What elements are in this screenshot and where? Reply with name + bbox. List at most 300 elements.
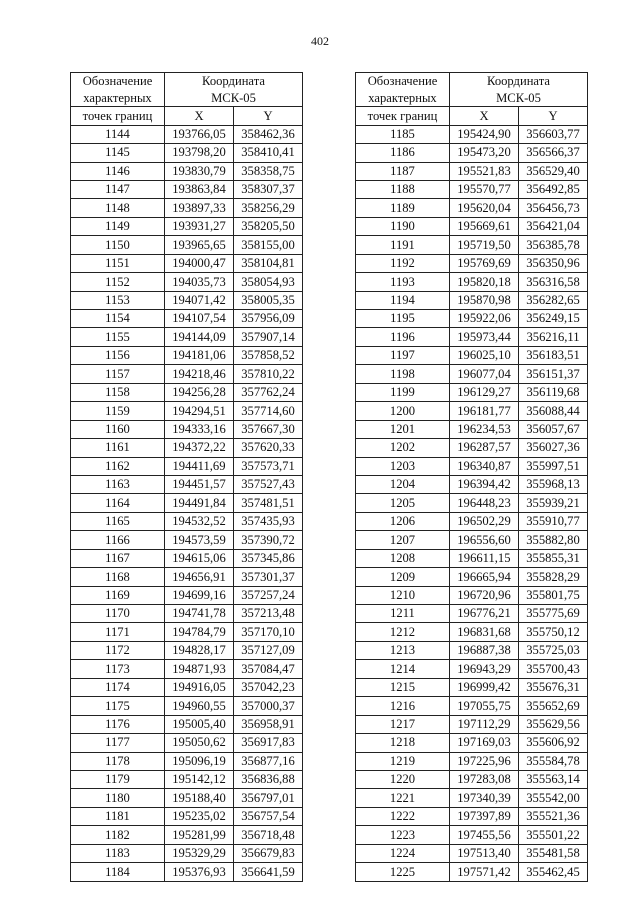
- point-id-cell: 1220: [356, 770, 450, 788]
- table-row: [356, 512, 588, 530]
- table-row: [71, 273, 303, 291]
- point-id-cell: 1179: [71, 770, 165, 788]
- y-coordinate-cell: 356385,78: [519, 236, 588, 254]
- table-row: [356, 605, 588, 623]
- point-id-cell: 1200: [356, 402, 450, 420]
- table-row: [71, 660, 303, 678]
- y-coordinate-cell: 355700,43: [519, 660, 588, 678]
- table-row: [71, 752, 303, 770]
- y-coordinate-cell: 357714,60: [234, 402, 303, 420]
- y-coordinate-cell: 357257,24: [234, 586, 303, 604]
- y-coordinate-cell: 356718,48: [234, 826, 303, 844]
- coordinate-header-line: Координата: [487, 74, 550, 88]
- point-id-cell: 1211: [356, 605, 450, 623]
- point-id-cell: 1224: [356, 844, 450, 862]
- x-coordinate-cell: 195376,93: [165, 863, 234, 881]
- y-coordinate-cell: 357810,22: [234, 365, 303, 383]
- table-row: [356, 568, 588, 586]
- y-coordinate-cell: 356917,83: [234, 734, 303, 752]
- table-row: [356, 199, 588, 217]
- y-coordinate-cell: 356057,67: [519, 420, 588, 438]
- x-coordinate-cell: 197169,03: [450, 734, 519, 752]
- y-coordinate-cell: 357390,72: [234, 531, 303, 549]
- point-id-cell: 1201: [356, 420, 450, 438]
- y-coordinate-cell: 355997,51: [519, 457, 588, 475]
- table-row: [356, 475, 588, 493]
- point-id-cell: 1161: [71, 439, 165, 457]
- y-coordinate-cell: 355501,22: [519, 826, 588, 844]
- y-coordinate-cell: 355882,80: [519, 531, 588, 549]
- x-coordinate-cell: 194181,06: [165, 346, 234, 364]
- x-coordinate-cell: 193965,65: [165, 236, 234, 254]
- point-id-cell: 1152: [71, 273, 165, 291]
- point-id-cell: 1193: [356, 273, 450, 291]
- table-row: [71, 457, 303, 475]
- table-row: [71, 217, 303, 235]
- table-row: [356, 365, 588, 383]
- x-coordinate-cell: 194144,09: [165, 328, 234, 346]
- x-coordinate-cell: 193798,20: [165, 144, 234, 162]
- table-row: [71, 254, 303, 272]
- y-coordinate-cell: 356151,37: [519, 365, 588, 383]
- point-id-cell: 1169: [71, 586, 165, 604]
- point-id-cell: 1154: [71, 310, 165, 328]
- y-coordinate-cell: 358256,29: [234, 199, 303, 217]
- x-coordinate-cell: 194071,42: [165, 291, 234, 309]
- table-row: [71, 310, 303, 328]
- y-coordinate-cell: 358205,50: [234, 217, 303, 235]
- y-coordinate-cell: 356958,91: [234, 715, 303, 733]
- x-coordinate-cell: 194784,79: [165, 623, 234, 641]
- y-coordinate-cell: 357956,09: [234, 310, 303, 328]
- table-row: [71, 420, 303, 438]
- coordinate-header-line: МСК-05: [211, 90, 256, 105]
- point-id-cell: 1207: [356, 531, 450, 549]
- point-id-cell: 1150: [71, 236, 165, 254]
- table-row: [356, 439, 588, 457]
- y-coordinate-cell: 356529,40: [519, 162, 588, 180]
- point-id-cell: 1221: [356, 789, 450, 807]
- y-coordinate-cell: 356456,73: [519, 199, 588, 217]
- point-id-cell: 1151: [71, 254, 165, 272]
- table-row: [71, 144, 303, 162]
- x-coordinate-cell: 196943,29: [450, 660, 519, 678]
- point-id-cell: 1153: [71, 291, 165, 309]
- point-id-cell: 1177: [71, 734, 165, 752]
- x-coordinate-cell: 195669,61: [450, 217, 519, 235]
- header-row-axes: [71, 107, 303, 125]
- table-row: [71, 568, 303, 586]
- x-coordinate-cell: 194451,57: [165, 475, 234, 493]
- x-coordinate-cell: 195973,44: [450, 328, 519, 346]
- y-coordinate-cell: 355542,00: [519, 789, 588, 807]
- table-row: [71, 863, 303, 881]
- x-coordinate-cell: 194491,84: [165, 494, 234, 512]
- point-id-cell: 1222: [356, 807, 450, 825]
- table-row: [71, 236, 303, 254]
- table-row: [356, 531, 588, 549]
- table-row: [356, 863, 588, 881]
- x-coordinate-cell: 197455,56: [450, 826, 519, 844]
- point-id-cell: 1160: [71, 420, 165, 438]
- y-coordinate-cell: 356877,16: [234, 752, 303, 770]
- x-coordinate-cell: 197513,40: [450, 844, 519, 862]
- point-id-cell: 1149: [71, 217, 165, 235]
- y-coordinate-cell: 355775,69: [519, 605, 588, 623]
- point-id-cell: 1147: [71, 180, 165, 198]
- x-coordinate-cell: 197571,42: [450, 863, 519, 881]
- table-row: [71, 199, 303, 217]
- y-coordinate-cell: 358054,93: [234, 273, 303, 291]
- table-row: [71, 549, 303, 567]
- table-row: [71, 328, 303, 346]
- point-id-cell: 1216: [356, 697, 450, 715]
- table-row: [71, 789, 303, 807]
- y-coordinate-cell: 357213,48: [234, 605, 303, 623]
- y-coordinate-cell: 355462,45: [519, 863, 588, 881]
- table-row: [356, 273, 588, 291]
- x-coordinate-cell: 195870,98: [450, 291, 519, 309]
- designation-header-line: Обозначение: [82, 74, 153, 88]
- x-column-header: X: [450, 107, 519, 125]
- y-coordinate-cell: 357481,51: [234, 494, 303, 512]
- x-coordinate-cell: 196448,23: [450, 494, 519, 512]
- y-coordinate-cell: 356183,51: [519, 346, 588, 364]
- point-id-cell: 1187: [356, 162, 450, 180]
- x-coordinate-cell: 193766,05: [165, 125, 234, 143]
- x-coordinate-cell: 196999,42: [450, 678, 519, 696]
- table-row: [71, 402, 303, 420]
- table-row: [71, 734, 303, 752]
- point-id-cell: 1170: [71, 605, 165, 623]
- point-id-cell: 1158: [71, 383, 165, 401]
- y-coordinate-cell: 355939,21: [519, 494, 588, 512]
- x-coordinate-cell: 196502,29: [450, 512, 519, 530]
- x-coordinate-cell: 195235,02: [165, 807, 234, 825]
- designation-header-line: характерных: [368, 90, 437, 105]
- table-row: [356, 807, 588, 825]
- table-row: [71, 494, 303, 512]
- table-row: [71, 623, 303, 641]
- x-coordinate-cell: 196720,96: [450, 586, 519, 604]
- y-coordinate-cell: 356679,83: [234, 844, 303, 862]
- left-table-body: [71, 125, 303, 881]
- point-id-cell: 1155: [71, 328, 165, 346]
- point-id-cell: 1218: [356, 734, 450, 752]
- x-coordinate-cell: 193897,33: [165, 199, 234, 217]
- designation-header-line: точек границ: [71, 107, 165, 125]
- point-id-cell: 1178: [71, 752, 165, 770]
- table-row: [356, 402, 588, 420]
- x-coordinate-cell: 195050,62: [165, 734, 234, 752]
- point-id-cell: 1199: [356, 383, 450, 401]
- table-row: [356, 844, 588, 862]
- table-row: [71, 125, 303, 143]
- point-id-cell: 1215: [356, 678, 450, 696]
- x-column-header: X: [165, 107, 234, 125]
- table-row: [356, 549, 588, 567]
- y-coordinate-cell: 358104,81: [234, 254, 303, 272]
- y-coordinate-cell: 358307,37: [234, 180, 303, 198]
- table-row: [71, 291, 303, 309]
- y-coordinate-cell: 358462,36: [234, 125, 303, 143]
- table-row: [356, 162, 588, 180]
- point-id-cell: 1162: [71, 457, 165, 475]
- point-id-cell: 1190: [356, 217, 450, 235]
- point-id-cell: 1213: [356, 641, 450, 659]
- table-row: [71, 697, 303, 715]
- point-id-cell: 1148: [71, 199, 165, 217]
- x-coordinate-cell: 196556,60: [450, 531, 519, 549]
- x-coordinate-cell: 194372,22: [165, 439, 234, 457]
- table-row: [356, 697, 588, 715]
- point-id-cell: 1157: [71, 365, 165, 383]
- table-row: [356, 678, 588, 696]
- point-id-cell: 1214: [356, 660, 450, 678]
- table-row: [356, 789, 588, 807]
- y-coordinate-cell: 357301,37: [234, 568, 303, 586]
- x-coordinate-cell: 194828,17: [165, 641, 234, 659]
- x-coordinate-cell: 194699,16: [165, 586, 234, 604]
- x-coordinate-cell: 194294,51: [165, 402, 234, 420]
- x-coordinate-cell: 194871,93: [165, 660, 234, 678]
- table-row: [71, 586, 303, 604]
- x-coordinate-cell: 195570,77: [450, 180, 519, 198]
- y-coordinate-cell: 358005,35: [234, 291, 303, 309]
- x-coordinate-cell: 196340,87: [450, 457, 519, 475]
- point-id-cell: 1191: [356, 236, 450, 254]
- y-coordinate-cell: 356603,77: [519, 125, 588, 143]
- point-id-cell: 1225: [356, 863, 450, 881]
- x-coordinate-cell: 196025,10: [450, 346, 519, 364]
- point-id-cell: 1172: [71, 641, 165, 659]
- x-coordinate-cell: 194741,78: [165, 605, 234, 623]
- table-row: [356, 752, 588, 770]
- y-coordinate-cell: 357084,47: [234, 660, 303, 678]
- y-coordinate-cell: 355629,56: [519, 715, 588, 733]
- y-coordinate-cell: 355606,92: [519, 734, 588, 752]
- x-coordinate-cell: 194333,16: [165, 420, 234, 438]
- y-coordinate-cell: 356027,36: [519, 439, 588, 457]
- y-coordinate-cell: 356421,04: [519, 217, 588, 235]
- x-coordinate-cell: 195142,12: [165, 770, 234, 788]
- point-id-cell: 1182: [71, 826, 165, 844]
- x-coordinate-cell: 196129,27: [450, 383, 519, 401]
- x-coordinate-cell: 197283,08: [450, 770, 519, 788]
- table-row: [356, 144, 588, 162]
- table-row: [71, 162, 303, 180]
- y-coordinate-cell: 356249,15: [519, 310, 588, 328]
- point-id-cell: 1206: [356, 512, 450, 530]
- table-row: [356, 494, 588, 512]
- y-coordinate-cell: 356492,85: [519, 180, 588, 198]
- table-row: [71, 346, 303, 364]
- y-coordinate-cell: 355828,29: [519, 568, 588, 586]
- y-coordinate-cell: 355968,13: [519, 475, 588, 493]
- point-id-cell: 1181: [71, 807, 165, 825]
- table-row: [356, 715, 588, 733]
- x-coordinate-cell: 194532,52: [165, 512, 234, 530]
- y-coordinate-cell: 357170,10: [234, 623, 303, 641]
- table-row: [71, 678, 303, 696]
- y-coordinate-cell: 357573,71: [234, 457, 303, 475]
- y-column-header: Y: [519, 107, 588, 125]
- table-row: [71, 531, 303, 549]
- y-coordinate-cell: 355801,75: [519, 586, 588, 604]
- table-row: [356, 328, 588, 346]
- point-id-cell: 1195: [356, 310, 450, 328]
- point-id-cell: 1189: [356, 199, 450, 217]
- table-row: [356, 236, 588, 254]
- x-coordinate-cell: 197112,29: [450, 715, 519, 733]
- y-coordinate-cell: 357345,86: [234, 549, 303, 567]
- y-coordinate-cell: 355676,31: [519, 678, 588, 696]
- point-id-cell: 1202: [356, 439, 450, 457]
- point-id-cell: 1145: [71, 144, 165, 162]
- x-coordinate-cell: 196611,15: [450, 549, 519, 567]
- x-coordinate-cell: 196887,38: [450, 641, 519, 659]
- point-id-cell: 1192: [356, 254, 450, 272]
- coordinate-header: [165, 73, 303, 107]
- x-coordinate-cell: 195922,06: [450, 310, 519, 328]
- x-coordinate-cell: 195005,40: [165, 715, 234, 733]
- x-coordinate-cell: 196394,42: [450, 475, 519, 493]
- x-coordinate-cell: 195769,69: [450, 254, 519, 272]
- point-id-cell: 1174: [71, 678, 165, 696]
- x-coordinate-cell: 194960,55: [165, 697, 234, 715]
- table-row: [71, 715, 303, 733]
- x-coordinate-cell: 194411,69: [165, 457, 234, 475]
- x-coordinate-cell: 196287,57: [450, 439, 519, 457]
- y-coordinate-cell: 355481,58: [519, 844, 588, 862]
- x-coordinate-cell: 194256,28: [165, 383, 234, 401]
- table-row: [71, 180, 303, 198]
- designation-header: [71, 73, 165, 107]
- table-row: [356, 346, 588, 364]
- point-id-cell: 1163: [71, 475, 165, 493]
- y-coordinate-cell: 356836,88: [234, 770, 303, 788]
- point-id-cell: 1165: [71, 512, 165, 530]
- table-row: [356, 457, 588, 475]
- table-row: [71, 844, 303, 862]
- x-coordinate-cell: 193830,79: [165, 162, 234, 180]
- table-row: [356, 125, 588, 143]
- x-coordinate-cell: 194615,06: [165, 549, 234, 567]
- y-coordinate-cell: 356797,01: [234, 789, 303, 807]
- point-id-cell: 1188: [356, 180, 450, 198]
- y-coordinate-cell: 357907,14: [234, 328, 303, 346]
- x-coordinate-cell: 195820,18: [450, 273, 519, 291]
- point-id-cell: 1166: [71, 531, 165, 549]
- y-coordinate-cell: 357435,93: [234, 512, 303, 530]
- point-id-cell: 1171: [71, 623, 165, 641]
- point-id-cell: 1208: [356, 549, 450, 567]
- point-id-cell: 1184: [71, 863, 165, 881]
- right-table-body: [356, 125, 588, 881]
- x-coordinate-cell: 195620,04: [450, 199, 519, 217]
- y-coordinate-cell: 356088,44: [519, 402, 588, 420]
- x-coordinate-cell: 197397,89: [450, 807, 519, 825]
- y-coordinate-cell: 356757,54: [234, 807, 303, 825]
- y-coordinate-cell: 357762,24: [234, 383, 303, 401]
- coordinate-header-line: Координата: [202, 74, 265, 88]
- point-id-cell: 1144: [71, 125, 165, 143]
- coordinate-header-line: МСК-05: [496, 90, 541, 105]
- point-id-cell: 1217: [356, 715, 450, 733]
- table-row: [71, 475, 303, 493]
- point-id-cell: 1210: [356, 586, 450, 604]
- x-coordinate-cell: 193863,84: [165, 180, 234, 198]
- y-coordinate-cell: 358155,00: [234, 236, 303, 254]
- point-id-cell: 1180: [71, 789, 165, 807]
- x-coordinate-cell: 197340,39: [450, 789, 519, 807]
- y-coordinate-cell: 358410,41: [234, 144, 303, 162]
- y-coordinate-cell: 356641,59: [234, 863, 303, 881]
- x-coordinate-cell: 196181,77: [450, 402, 519, 420]
- x-coordinate-cell: 195188,40: [165, 789, 234, 807]
- point-id-cell: 1203: [356, 457, 450, 475]
- x-coordinate-cell: 194000,47: [165, 254, 234, 272]
- x-coordinate-cell: 196077,04: [450, 365, 519, 383]
- y-coordinate-cell: 356282,65: [519, 291, 588, 309]
- designation-header-line: Обозначение: [367, 74, 438, 88]
- point-id-cell: 1223: [356, 826, 450, 844]
- x-coordinate-cell: 196831,68: [450, 623, 519, 641]
- point-id-cell: 1168: [71, 568, 165, 586]
- y-coordinate-cell: 357527,43: [234, 475, 303, 493]
- point-id-cell: 1197: [356, 346, 450, 364]
- table-row: [356, 383, 588, 401]
- table-row: [71, 807, 303, 825]
- point-id-cell: 1205: [356, 494, 450, 512]
- point-id-cell: 1159: [71, 402, 165, 420]
- table-row: [356, 770, 588, 788]
- table-row: [71, 770, 303, 788]
- x-coordinate-cell: 194107,54: [165, 310, 234, 328]
- point-id-cell: 1146: [71, 162, 165, 180]
- y-coordinate-cell: 356216,11: [519, 328, 588, 346]
- x-coordinate-cell: 195329,29: [165, 844, 234, 862]
- table-row: [71, 605, 303, 623]
- y-coordinate-cell: 357858,52: [234, 346, 303, 364]
- x-coordinate-cell: 194573,59: [165, 531, 234, 549]
- y-coordinate-cell: 357042,23: [234, 678, 303, 696]
- point-id-cell: 1198: [356, 365, 450, 383]
- table-row: [356, 291, 588, 309]
- y-coordinate-cell: 355725,03: [519, 641, 588, 659]
- table-row: [356, 586, 588, 604]
- table-row: [356, 420, 588, 438]
- table-row: [356, 660, 588, 678]
- table-row: [356, 734, 588, 752]
- x-coordinate-cell: 195281,99: [165, 826, 234, 844]
- point-id-cell: 1173: [71, 660, 165, 678]
- point-id-cell: 1219: [356, 752, 450, 770]
- x-coordinate-cell: 194218,46: [165, 365, 234, 383]
- table-row: [71, 826, 303, 844]
- y-coordinate-cell: 358358,75: [234, 162, 303, 180]
- table-row: [356, 180, 588, 198]
- x-coordinate-cell: 193931,27: [165, 217, 234, 235]
- y-column-header: Y: [234, 107, 303, 125]
- point-id-cell: 1194: [356, 291, 450, 309]
- x-coordinate-cell: 196776,21: [450, 605, 519, 623]
- designation-header-line: характерных: [83, 90, 152, 105]
- point-id-cell: 1204: [356, 475, 450, 493]
- y-coordinate-cell: 355563,14: [519, 770, 588, 788]
- x-coordinate-cell: 195096,19: [165, 752, 234, 770]
- point-id-cell: 1186: [356, 144, 450, 162]
